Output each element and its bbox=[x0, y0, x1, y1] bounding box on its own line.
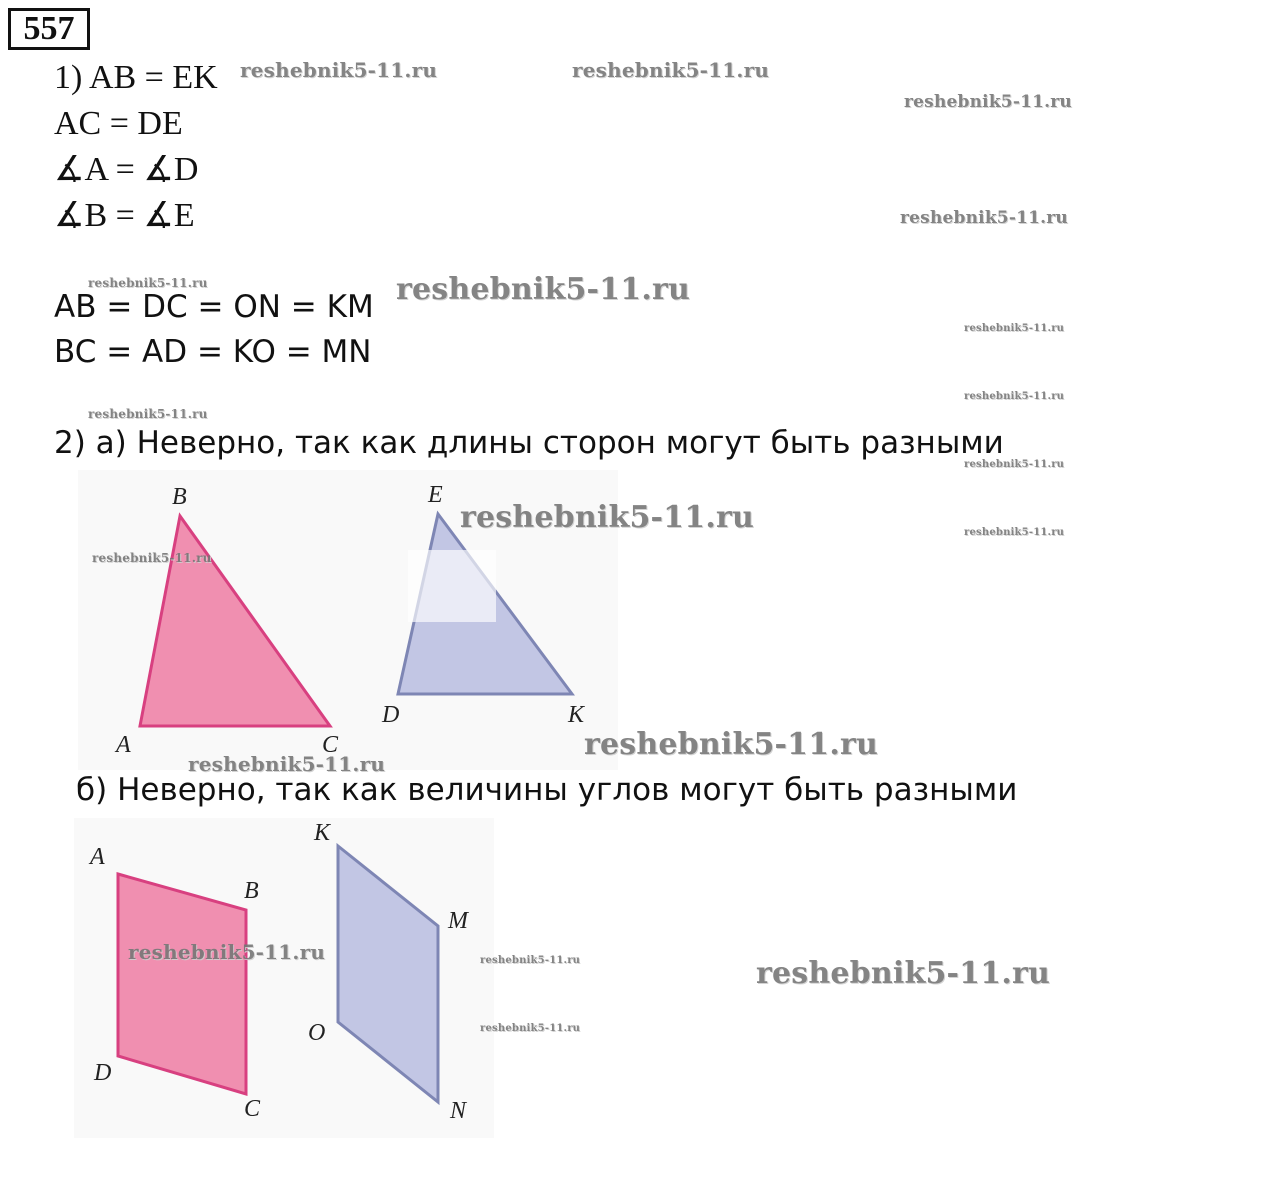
line-ab-ek: 1) AB = EK bbox=[54, 59, 218, 96]
label-para-d: D bbox=[94, 1060, 112, 1086]
watermark: reshebnik5-11.ru bbox=[900, 208, 1068, 228]
watermark: reshebnik5-11.ru bbox=[964, 391, 1065, 402]
watermark: reshebnik5-11.ru bbox=[756, 956, 1050, 991]
line-ac-de: AC = DE bbox=[54, 105, 183, 142]
line-angle-a-d: ∡A = ∡D bbox=[54, 151, 199, 188]
label-para-b: B bbox=[244, 878, 259, 904]
watermark: reshebnik5-11.ru bbox=[964, 323, 1065, 334]
label-para-a: A bbox=[90, 844, 105, 870]
label-d: D bbox=[382, 702, 400, 728]
watermark: reshebnik5-11.ru bbox=[480, 1023, 581, 1034]
label-para-n: N bbox=[450, 1098, 467, 1124]
line-equality-sides-2: BC = AD = KO = MN bbox=[54, 334, 372, 370]
watermark: reshebnik5-11.ru bbox=[584, 727, 878, 762]
line-equality-sides-1: AB = DC = ON = KM bbox=[54, 289, 374, 325]
watermark: reshebnik5-11.ru bbox=[88, 276, 208, 290]
watermark: reshebnik5-11.ru bbox=[572, 58, 770, 82]
label-para-k: K bbox=[314, 820, 331, 846]
label-e: E bbox=[428, 482, 443, 508]
watermark: reshebnik5-11.ru bbox=[904, 92, 1072, 112]
watermark: reshebnik5-11.ru bbox=[964, 527, 1065, 538]
watermark: reshebnik5-11.ru bbox=[88, 407, 208, 421]
label-b: B bbox=[172, 484, 187, 510]
watermark: reshebnik5-11.ru bbox=[964, 459, 1065, 470]
watermark: reshebnik5-11.ru bbox=[128, 940, 326, 964]
watermark: reshebnik5-11.ru bbox=[240, 58, 438, 82]
part2-a-text: 2) а) Неверно, так как длины сторон могут быть разными bbox=[54, 425, 1004, 461]
label-k: K bbox=[568, 702, 585, 728]
problem-number: 557 bbox=[8, 8, 90, 50]
label-para-o: O bbox=[308, 1020, 326, 1046]
part2-b-text: б) Неверно, так как величины углов могут быть разными bbox=[76, 772, 1018, 808]
parallelograms-figure bbox=[74, 818, 494, 1138]
watermark: reshebnik5-11.ru bbox=[480, 955, 581, 966]
label-a: A bbox=[116, 732, 131, 758]
watermark: reshebnik5-11.ru bbox=[460, 500, 754, 535]
parallelogram-abcd bbox=[118, 874, 246, 1094]
watermark: reshebnik5-11.ru bbox=[396, 272, 690, 307]
label-c: C bbox=[322, 732, 339, 758]
watermark: reshebnik5-11.ru bbox=[188, 752, 386, 776]
label-para-m: M bbox=[448, 908, 468, 934]
watermark: reshebnik5-11.ru bbox=[92, 551, 212, 565]
line-angle-b-e: ∡B = ∡E bbox=[54, 197, 195, 234]
label-para-c: C bbox=[244, 1096, 261, 1122]
